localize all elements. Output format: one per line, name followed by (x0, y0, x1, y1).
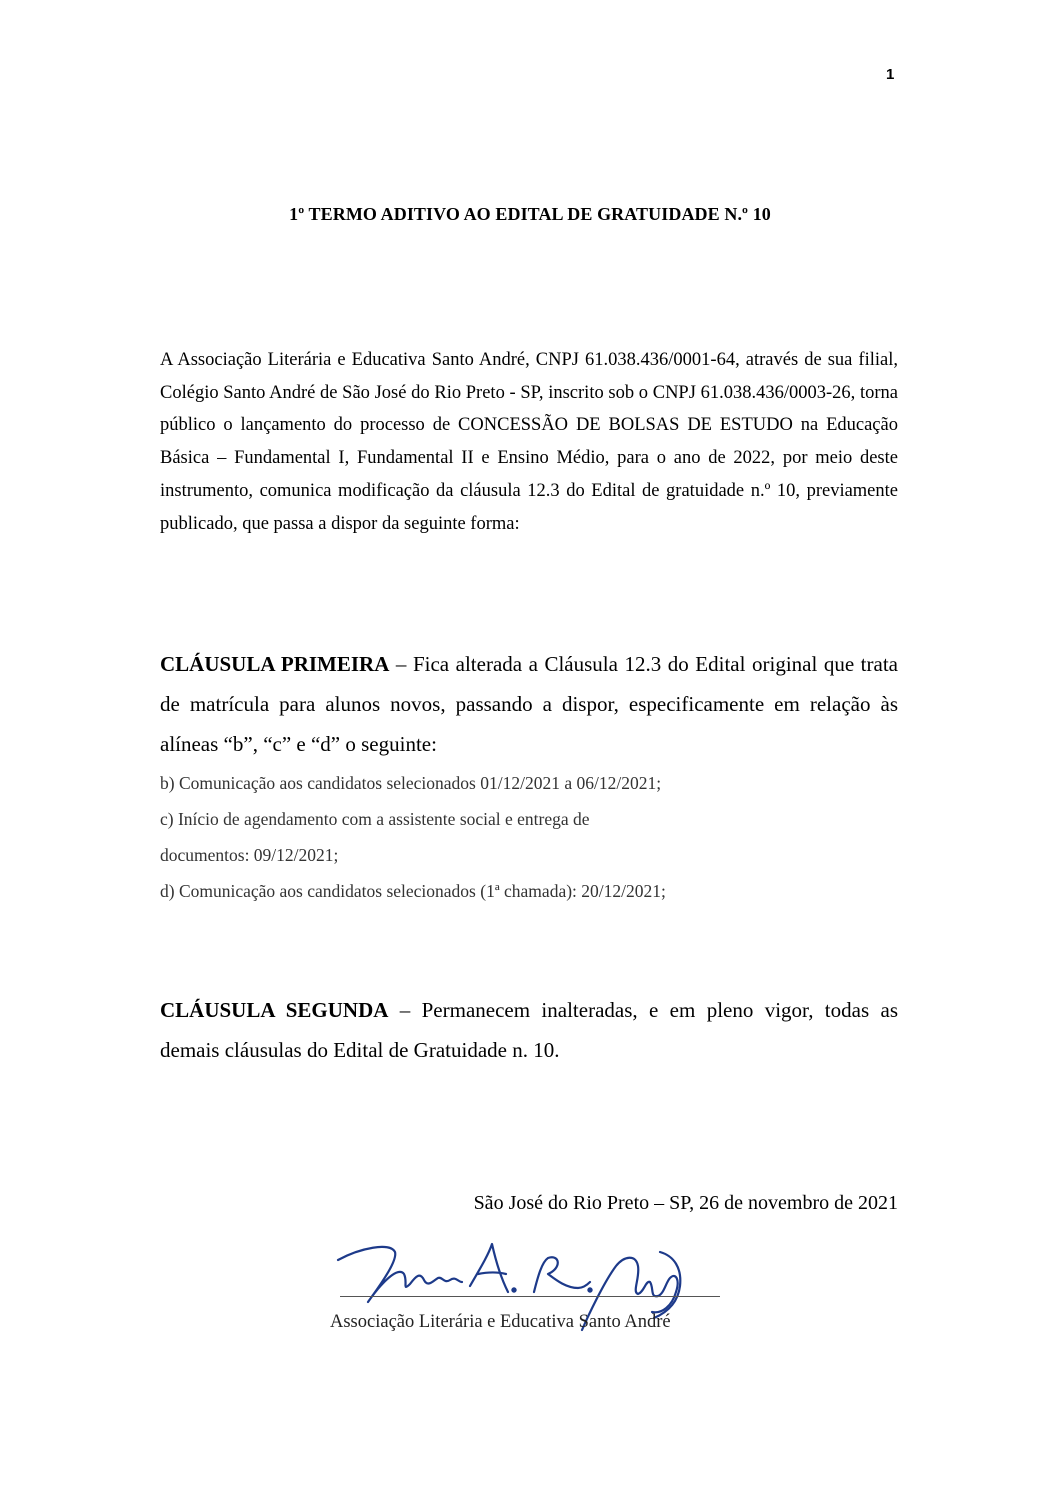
clause-first (160, 644, 898, 764)
signature-line (340, 1296, 720, 1297)
item-c: c) Início de agendamento com a assistente social e entrega de (160, 809, 590, 829)
clause-items (160, 765, 898, 909)
clause-first-heading: CLÁUSULA PRIMEIRA (160, 652, 390, 676)
document-title: 1º TERMO ADITIVO AO EDITAL DE GRATUIDADE N.º 10 (289, 204, 771, 224)
date-line: São José do Rio Preto – SP, 26 de novembro de 2021 (473, 1192, 898, 1214)
item-d: d) Comunicação aos candidatos selecionados (1ª chamada): 20/12/2021; (160, 881, 666, 901)
item-c-continuation: documentos: 09/12/2021; (160, 845, 339, 865)
intro-paragraph: A Associação Literária e Educativa Santo André, CNPJ 61.038.436/0001-64, através de sua filial, Colégio Santo André de São José do Rio Preto - SP, inscrito sob o CNPJ 61.038.436/0003-26, torna público o lançamento do processo de CONCESSÃO DE BOLSAS DE ESTUDO na Educação Básica – Fundamental I, Fundamental II e Ensino Médio, para o ano de 2022, por meio deste instrumento, comunica modificação da cláusula 12.3 do Edital de gratuidade n.º 10, previamente publicado, que passa a dispor da seguinte forma: (160, 350, 898, 534)
page-number: 1 (886, 66, 895, 83)
clause-second (160, 990, 898, 1070)
clause-second-heading: CLÁUSULA SEGUNDA (160, 998, 389, 1022)
clause-second-text: – Permanecem inalteradas, e em pleno vigor, todas as demais cláusulas do Edital de Gratuidade n. 10. (160, 998, 898, 1062)
item-b: b) Comunicação aos candidatos selecionados 01/12/2021 a 06/12/2021; (160, 773, 662, 793)
signer-name: Associação Literária e Educativa Santo André (330, 1312, 671, 1332)
clause-first-text: – Fica alterada a Cláusula 12.3 do Edital original que trata de matrícula para alunos novos, passando a dispor, especificamente em relação às alíneas “b”, “c” e “d” o seguinte: (160, 652, 898, 756)
